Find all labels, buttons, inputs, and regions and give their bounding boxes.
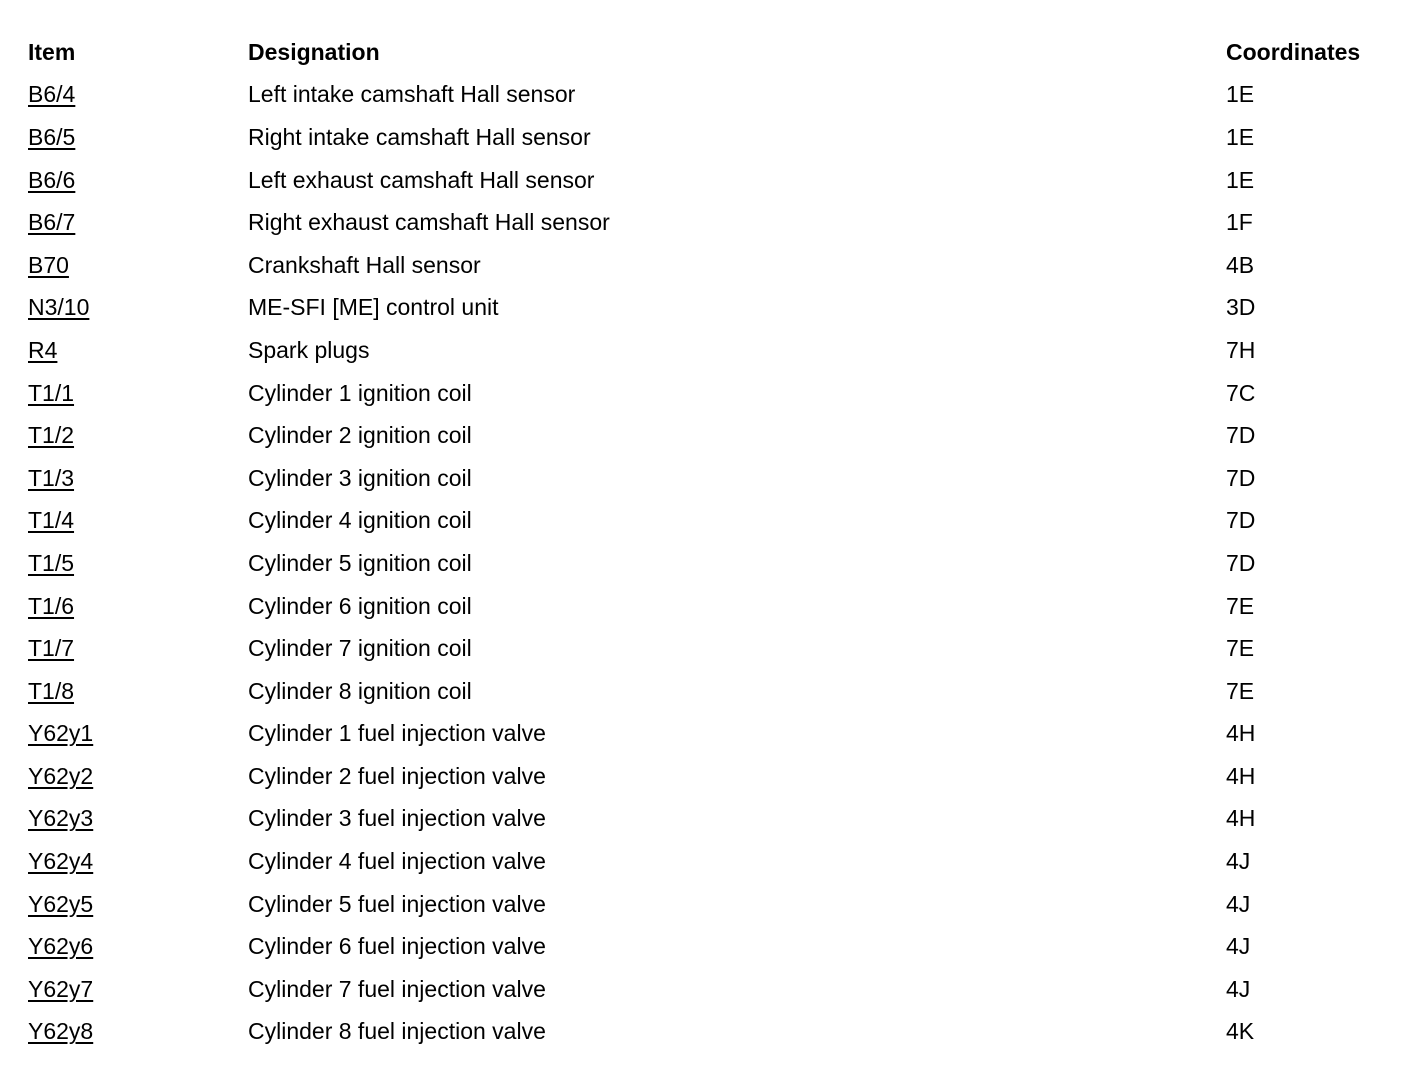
- table-row: [28, 287, 1388, 330]
- item-cell: [28, 968, 248, 1011]
- item-link[interactable]: B6/4: [28, 81, 76, 108]
- item-cell: [28, 201, 248, 244]
- table-row: [28, 840, 1388, 883]
- designation-cell: Crankshaft Hall sensor: [248, 251, 481, 278]
- item-link[interactable]: T1/8: [28, 677, 75, 704]
- item-link[interactable]: Y62y2: [28, 762, 94, 789]
- item-link[interactable]: Y62y4: [28, 848, 94, 875]
- designation-cell: Cylinder 6 fuel injection valve: [248, 933, 546, 960]
- item-cell: [28, 627, 248, 670]
- item-cell: [28, 116, 248, 159]
- table-body: [28, 74, 1388, 1054]
- item-link[interactable]: Y62y6: [28, 933, 94, 960]
- table-row: [28, 372, 1388, 415]
- table-row: [28, 500, 1388, 543]
- item-link[interactable]: B6/5: [28, 123, 76, 150]
- designation-cell: Cylinder 3 fuel injection valve: [248, 805, 546, 832]
- item-link[interactable]: Y62y3: [28, 805, 94, 832]
- header-designation: Designation: [248, 38, 380, 65]
- table-row: [28, 585, 1388, 628]
- designation-cell: Cylinder 2 fuel injection valve: [248, 762, 546, 789]
- table-row: [28, 925, 1388, 968]
- item-cell: [28, 500, 248, 543]
- item-cell: [28, 414, 248, 457]
- item-link[interactable]: B6/7: [28, 209, 76, 236]
- table-header-row: [28, 31, 1388, 74]
- table-row: [28, 457, 1388, 500]
- coordinates-cell: 4H: [1226, 720, 1256, 747]
- table-row: [28, 670, 1388, 713]
- designation-cell: Cylinder 5 fuel injection valve: [248, 890, 546, 917]
- item-link[interactable]: T1/6: [28, 592, 75, 619]
- item-link[interactable]: T1/7: [28, 635, 75, 662]
- item-cell: [28, 713, 248, 756]
- designation-cell: Cylinder 1 ignition coil: [248, 379, 472, 406]
- coordinates-cell: 7E: [1226, 592, 1255, 619]
- table-row: [28, 755, 1388, 798]
- item-cell: [28, 329, 248, 372]
- item-cell: [28, 883, 248, 926]
- coordinates-cell: 3D: [1226, 294, 1256, 321]
- item-cell: [28, 840, 248, 883]
- table-row: [28, 414, 1388, 457]
- table-row: [28, 116, 1388, 159]
- coordinates-cell: 4J: [1226, 848, 1251, 875]
- item-link[interactable]: Y62y1: [28, 720, 94, 747]
- item-link[interactable]: T1/1: [28, 379, 75, 406]
- designation-cell: Cylinder 8 ignition coil: [248, 677, 472, 704]
- designation-cell: Cylinder 2 ignition coil: [248, 422, 472, 449]
- item-cell: [28, 798, 248, 841]
- header-coordinates: Coordinates: [1226, 38, 1361, 65]
- coordinates-cell: 7D: [1226, 507, 1256, 534]
- item-cell: [28, 585, 248, 628]
- coordinates-cell: 4B: [1226, 251, 1255, 278]
- designation-cell: Left intake camshaft Hall sensor: [248, 81, 576, 108]
- item-link[interactable]: T1/2: [28, 422, 75, 449]
- table-row: [28, 329, 1388, 372]
- coordinates-cell: 1E: [1226, 166, 1255, 193]
- item-link[interactable]: B6/6: [28, 166, 76, 193]
- item-cell: [28, 925, 248, 968]
- designation-cell: Right exhaust camshaft Hall sensor: [248, 209, 610, 236]
- table-row: [28, 883, 1388, 926]
- designation-cell: Cylinder 1 fuel injection valve: [248, 720, 546, 747]
- table-row: [28, 159, 1388, 202]
- designation-cell: Right intake camshaft Hall sensor: [248, 123, 591, 150]
- item-cell: [28, 542, 248, 585]
- coordinates-cell: 1E: [1226, 81, 1255, 108]
- coordinates-cell: 4J: [1226, 975, 1251, 1002]
- coordinates-cell: 4J: [1226, 933, 1251, 960]
- coordinates-cell: 7D: [1226, 422, 1256, 449]
- table-row: [28, 542, 1388, 585]
- item-link[interactable]: Y62y8: [28, 1018, 94, 1045]
- item-cell: [28, 457, 248, 500]
- designation-cell: Spark plugs: [248, 336, 370, 363]
- coordinates-cell: 7E: [1226, 635, 1255, 662]
- item-cell: [28, 372, 248, 415]
- coordinates-cell: 7H: [1226, 336, 1256, 363]
- coordinates-cell: 1E: [1226, 123, 1255, 150]
- designation-cell: Cylinder 4 ignition coil: [248, 507, 472, 534]
- item-cell: [28, 287, 248, 330]
- table-row: [28, 627, 1388, 670]
- coordinates-cell: 7C: [1226, 379, 1256, 406]
- coordinates-cell: 7E: [1226, 677, 1255, 704]
- designation-cell: Cylinder 7 fuel injection valve: [248, 975, 546, 1002]
- item-link[interactable]: T1/5: [28, 549, 75, 576]
- table-row: [28, 713, 1388, 756]
- table-row: [28, 968, 1388, 1011]
- table-row: [28, 244, 1388, 287]
- coordinates-cell: 1F: [1226, 209, 1253, 236]
- designation-cell: Cylinder 7 ignition coil: [248, 635, 472, 662]
- item-link[interactable]: B70: [28, 251, 69, 278]
- item-cell: [28, 159, 248, 202]
- item-cell: [28, 755, 248, 798]
- designation-cell: Cylinder 5 ignition coil: [248, 549, 472, 576]
- table-row: [28, 1011, 1388, 1054]
- designation-cell: Cylinder 4 fuel injection valve: [248, 848, 546, 875]
- item-link[interactable]: Y62y5: [28, 890, 94, 917]
- coordinates-cell: 4H: [1226, 762, 1256, 789]
- table-row: [28, 201, 1388, 244]
- coordinates-cell: 4J: [1226, 890, 1251, 917]
- item-cell: [28, 670, 248, 713]
- component-legend-table: [28, 31, 1388, 1053]
- item-link[interactable]: R4: [28, 336, 58, 363]
- table-row: [28, 74, 1388, 117]
- coordinates-cell: 7D: [1226, 464, 1256, 491]
- item-link[interactable]: T1/3: [28, 464, 75, 491]
- coordinates-cell: 7D: [1226, 549, 1256, 576]
- coordinates-cell: 4K: [1226, 1018, 1255, 1045]
- designation-cell: ME-SFI [ME] control unit: [248, 294, 499, 321]
- header-item: Item: [28, 38, 76, 65]
- designation-cell: Left exhaust camshaft Hall sensor: [248, 166, 595, 193]
- item-cell: [28, 74, 248, 117]
- designation-cell: Cylinder 8 fuel injection valve: [248, 1018, 546, 1045]
- item-cell: [28, 244, 248, 287]
- item-link[interactable]: Y62y7: [28, 975, 94, 1002]
- designation-cell: Cylinder 6 ignition coil: [248, 592, 472, 619]
- table-row: [28, 798, 1388, 841]
- item-link[interactable]: T1/4: [28, 507, 75, 534]
- coordinates-cell: 4H: [1226, 805, 1256, 832]
- item-link[interactable]: N3/10: [28, 294, 90, 321]
- item-cell: [28, 1011, 248, 1054]
- designation-cell: Cylinder 3 ignition coil: [248, 464, 472, 491]
